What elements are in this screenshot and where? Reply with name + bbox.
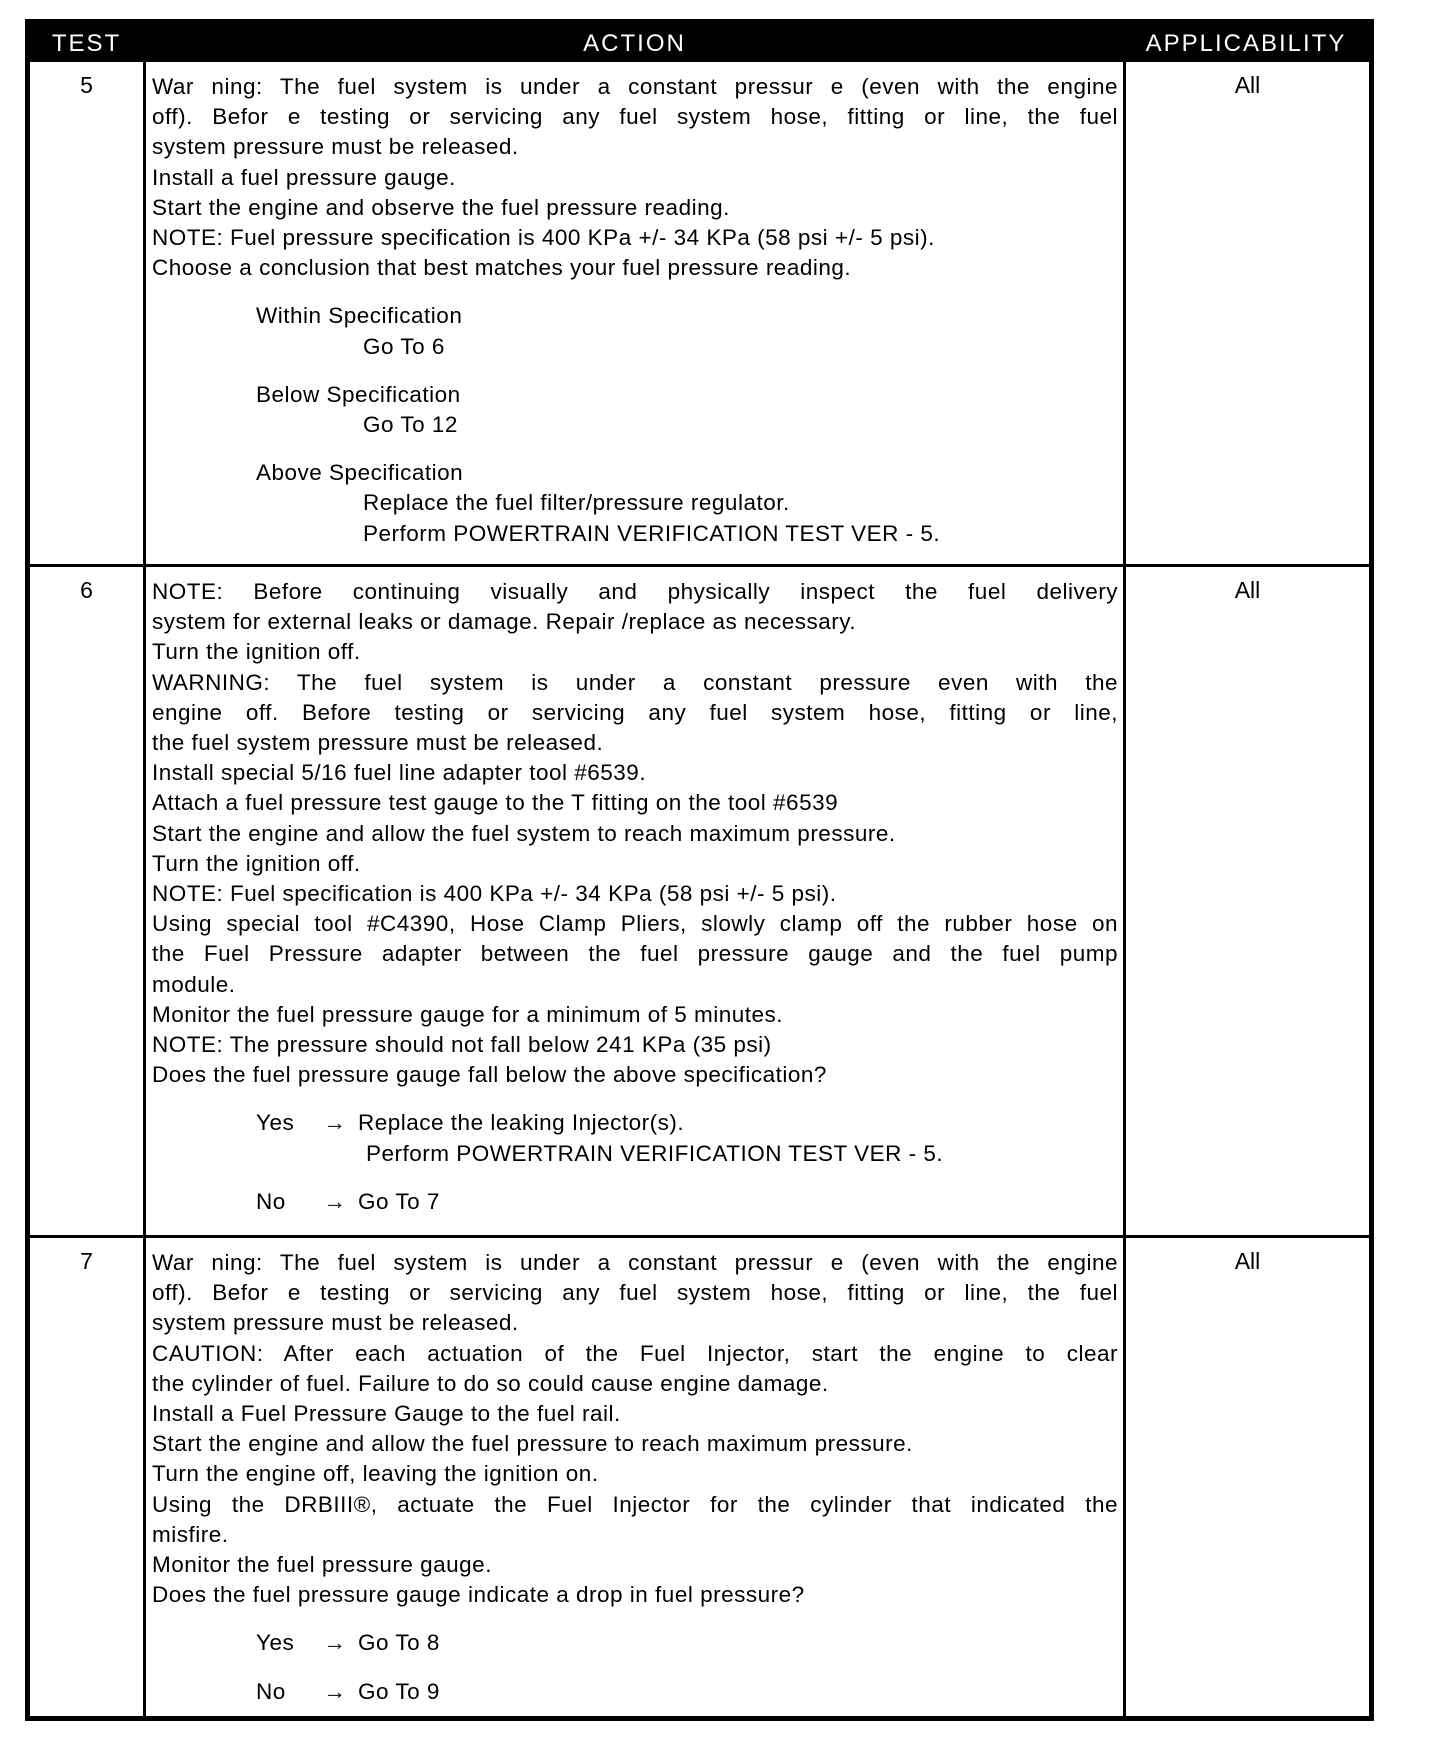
applicability: All — [1234, 1248, 1261, 1274]
diagnostic-table — [25, 19, 1374, 1721]
option-label: Within Specification — [256, 303, 463, 329]
action-line: Turn the ignition off. — [152, 850, 361, 876]
action-line: Turn the ignition off. — [152, 639, 361, 665]
option-result: Go To 6 — [363, 333, 445, 359]
test-number: 5 — [80, 72, 93, 98]
action-line: system pressure must be released. — [152, 134, 519, 160]
action-line: Attach a fuel pressure test gauge to the T fitting on the tool #6539 — [152, 790, 839, 816]
table-row — [30, 62, 1369, 564]
action-line: the Fuel Pressure adapter between the fuel pressure gauge and the fuel pump — [152, 941, 1118, 967]
answer-yes — [256, 1628, 1118, 1658]
action-line: Using special tool #C4390, Hose Clamp Pliers, slowly clamp off the rubber hose on — [152, 911, 1118, 937]
action-line: NOTE: Fuel pressure specification is 400 KPa +/- 34 KPa (58 psi +/- 5 psi). — [152, 225, 935, 251]
answer-yes — [256, 1108, 1118, 1138]
action-line: Start the engine and allow the fuel system to reach maximum pressure. — [152, 820, 896, 846]
action-line: Start the engine and allow the fuel pressure to reach maximum pressure. — [152, 1431, 913, 1457]
action-line: Does the fuel pressure gauge indicate a drop in fuel pressure? — [152, 1582, 805, 1608]
header-applicability: APPLICABILITY — [1145, 30, 1347, 57]
action-line: system pressure must be released. — [152, 1310, 519, 1336]
action-line: CAUTION: After each actuation of the Fuel Injector, start the engine to clear — [152, 1340, 1118, 1366]
action-cell — [152, 1248, 1118, 1707]
action-line: War ning: The fuel system is under a constant pressur e (even with the engine — [152, 1250, 1118, 1275]
header-action: ACTION — [583, 30, 686, 57]
option-label: Below Specification — [256, 381, 461, 407]
action-cell — [152, 72, 1118, 549]
option-result: Perform POWERTRAIN VERIFICATION TEST VER - 5. — [363, 520, 941, 546]
answer-label: Yes — [256, 1630, 295, 1656]
arrow-right-icon: → — [323, 1678, 347, 1704]
action-line: WARNING: The fuel system is under a constant pressure even with the — [152, 669, 1118, 695]
action-line: the fuel system pressure must be released. — [152, 730, 604, 756]
answer-result: Replace the leaking Injector(s). — [358, 1110, 685, 1136]
action-line: off). Befor e testing or servicing any fuel system hose, fitting or line, the fuel — [152, 104, 1118, 130]
action-cell — [152, 577, 1118, 1217]
test-number: 6 — [80, 577, 93, 603]
action-line: module. — [152, 971, 236, 997]
action-line: Does the fuel pressure gauge fall below the above specification? — [152, 1062, 827, 1088]
answer-no — [256, 1677, 1118, 1707]
action-line: Start the engine and observe the fuel pressure reading. — [152, 194, 730, 220]
action-line: Install a fuel pressure gauge. — [152, 164, 456, 190]
answer-label: Yes — [256, 1110, 295, 1136]
action-line: NOTE: The pressure should not fall below 241 KPa (35 psi) — [152, 1032, 772, 1058]
answer-result: Go To 9 — [358, 1678, 440, 1704]
applicability: All — [1234, 577, 1261, 603]
answer-result: Go To 7 — [358, 1188, 440, 1214]
answer-no — [256, 1187, 1118, 1217]
action-line: system for external leaks or damage. Repair /replace as necessary. — [152, 609, 857, 635]
action-line: Choose a conclusion that best matches your fuel pressure reading. — [152, 255, 852, 281]
action-line: misfire. — [152, 1521, 229, 1547]
option-result: Go To 12 — [363, 412, 458, 438]
option-label: Above Specification — [256, 460, 464, 486]
action-line: engine off. Before testing or servicing any fuel system hose, fitting or line, — [152, 699, 1118, 725]
action-line: NOTE: Before continuing visually and physically inspect the fuel delivery — [152, 579, 1118, 604]
answer-result: Go To 8 — [358, 1630, 440, 1656]
action-line: Install a Fuel Pressure Gauge to the fuel rail. — [152, 1401, 621, 1427]
answer-result: Perform POWERTRAIN VERIFICATION TEST VER - 5. — [366, 1140, 944, 1166]
arrow-right-icon: → — [323, 1110, 347, 1136]
table-row — [30, 1238, 1369, 1716]
table-header — [30, 24, 1369, 62]
header-test: TEST — [51, 30, 122, 57]
arrow-right-icon: → — [323, 1188, 347, 1214]
action-line: the cylinder of fuel. Failure to do so could cause engine damage. — [152, 1370, 829, 1396]
arrow-right-icon: → — [323, 1630, 347, 1656]
table-row — [30, 567, 1369, 1235]
answer-label: No — [256, 1678, 286, 1704]
action-line: Monitor the fuel pressure gauge for a minimum of 5 minutes. — [152, 1001, 784, 1027]
action-line: Install special 5/16 fuel line adapter tool #6539. — [152, 760, 647, 786]
action-line: Using the DRBIII®, actuate the Fuel Injector for the cylinder that indicated the — [152, 1491, 1118, 1517]
applicability: All — [1234, 72, 1261, 98]
answer-label: No — [256, 1188, 286, 1214]
test-number: 7 — [80, 1248, 93, 1274]
option-result: Replace the fuel filter/pressure regulator. — [363, 490, 790, 516]
action-line: off). Befor e testing or servicing any fuel system hose, fitting or line, the fuel — [152, 1280, 1118, 1306]
action-line: NOTE: Fuel specification is 400 KPa +/- 34 KPa (58 psi +/- 5 psi). — [152, 881, 837, 907]
action-line: Monitor the fuel pressure gauge. — [152, 1552, 492, 1578]
action-line: War ning: The fuel system is under a constant pressur e (even with the engine — [152, 74, 1118, 99]
action-line: Turn the engine off, leaving the ignition on. — [152, 1461, 599, 1487]
